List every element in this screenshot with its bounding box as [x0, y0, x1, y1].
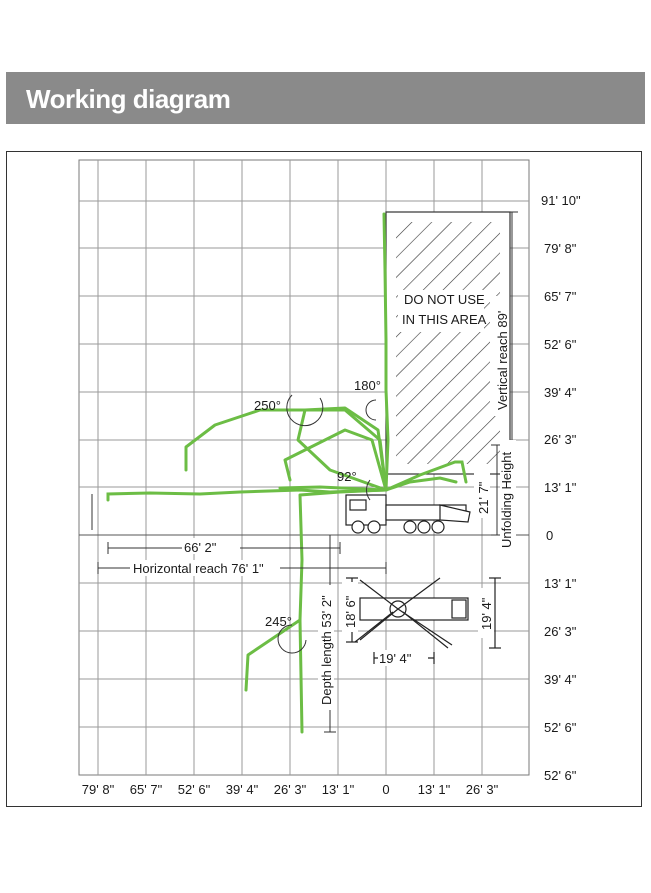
- vertical-reach-label: Vertical reach 89': [495, 310, 510, 410]
- y-tick: 39' 4": [544, 385, 577, 400]
- no-use-label: IN THIS AREA: [402, 312, 487, 327]
- x-tick: 0: [382, 782, 390, 797]
- dim-66-2: 66' 2": [184, 540, 217, 555]
- x-tick: 13' 1": [321, 782, 355, 797]
- depth-length-label: Depth length 53' 2": [319, 595, 334, 705]
- y-tick: 52' 6": [544, 720, 577, 735]
- x-tick: 26' 3": [465, 782, 499, 797]
- x-tick: 26' 3": [273, 782, 307, 797]
- page-title: Working diagram: [26, 84, 231, 114]
- horizontal-reach-label: Horizontal reach 76' 1": [133, 561, 264, 576]
- y-tick: 65' 7": [544, 289, 577, 304]
- y-tick: 52' 6": [544, 337, 577, 352]
- boom-horizontal: [108, 487, 386, 500]
- y-tick: 26' 3": [544, 624, 577, 639]
- angle-245: 245°: [265, 614, 292, 629]
- angle-92: 92°: [337, 469, 357, 484]
- y-tick-labels: [541, 193, 581, 783]
- unfolding-height-value: 21' 7": [476, 481, 491, 514]
- outrigger-dim-19-4-v: 19' 4": [479, 597, 494, 630]
- unfolding-height-label: Unfolding Height: [499, 451, 514, 548]
- x-tick: 52' 6": [177, 782, 211, 797]
- y-tick: 52' 6": [544, 768, 577, 783]
- no-use-label: DO NOT USE: [404, 292, 485, 307]
- x-tick: 39' 4": [225, 782, 259, 797]
- x-tick: 13' 1": [417, 782, 451, 797]
- y-tick: 79' 8": [544, 241, 577, 256]
- y-tick: 91' 10": [541, 193, 581, 208]
- y-tick: 26' 3": [544, 432, 577, 447]
- no-use-zone: [386, 212, 510, 474]
- outrigger-dim-18-6: 18' 6": [343, 595, 358, 628]
- y-tick: 39' 4": [544, 672, 577, 687]
- outrigger-dim-19-4-h: 19' 4": [379, 651, 412, 666]
- x-tick: 79' 8": [81, 782, 115, 797]
- x-tick: 65' 7": [129, 782, 163, 797]
- y-tick: 0: [546, 528, 554, 543]
- y-tick: 13' 1": [544, 576, 577, 591]
- x-tick-labels: [82, 782, 499, 797]
- angle-180: 180°: [354, 378, 381, 393]
- y-tick: 13' 1": [544, 480, 577, 495]
- angle-250: 250°: [254, 398, 281, 413]
- truck: [346, 495, 470, 533]
